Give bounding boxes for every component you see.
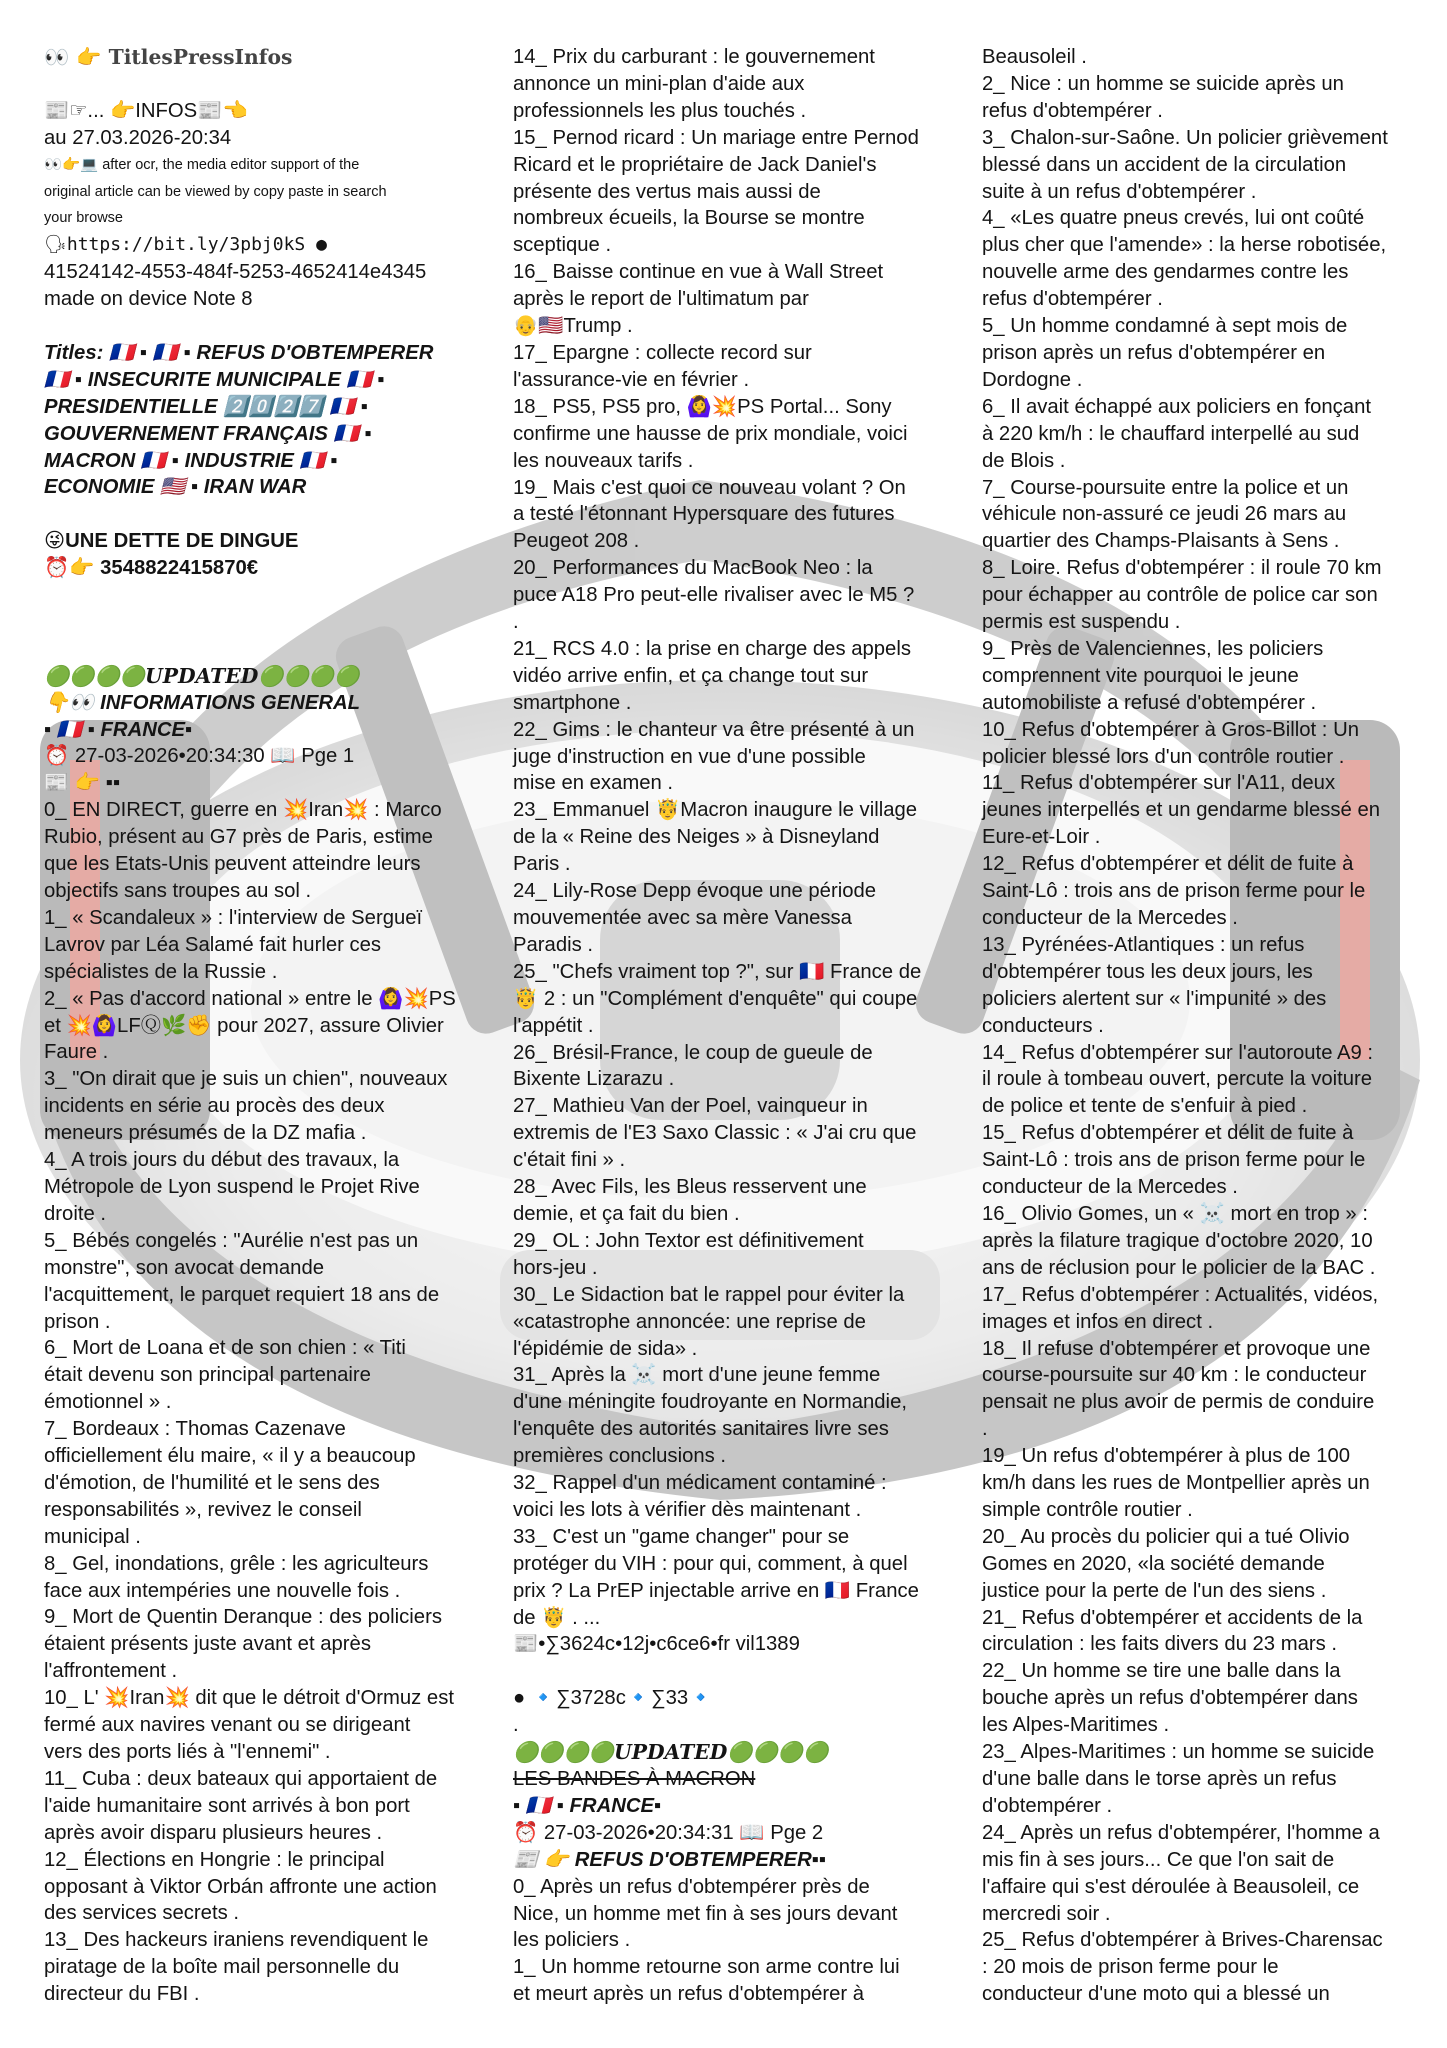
news-line: conducteurs . xyxy=(982,1014,1104,1037)
news-line: pensait ne plus avoir de permis de conduire xyxy=(982,1391,1375,1414)
news-line: responsabilités », revivez le conseil xyxy=(44,1498,362,1521)
titles-line-3: PRESIDENTIELLE 2️⃣0️⃣2️⃣7️⃣ 🇫🇷 ▪ xyxy=(44,395,368,418)
news-line: vers des ports liés à "l'ennemi" . xyxy=(44,1741,331,1763)
news-line: l'assurance-vie en février . xyxy=(513,368,750,391)
news-line: meneurs présumés de la DZ mafia . xyxy=(44,1122,367,1145)
titles-line-1: Titles: 🇫🇷 ▪ 🇫🇷 ▪ REFUS D'OBTEMPERER xyxy=(44,341,434,364)
news-line: mise en examen . xyxy=(513,772,674,795)
news-line: refus d'obtempérer . xyxy=(982,99,1163,122)
brand-title: 👀 👉 TitlesPressInfos xyxy=(44,45,293,69)
news-line: présente des vertus mais aussi de xyxy=(513,180,821,203)
news-line: les Alpes-Maritimes . xyxy=(982,1714,1170,1737)
news-line: 10_ L' 💥Iran💥 dit que le détroit d'Ormuz est xyxy=(44,1687,454,1710)
news-line: 24_ Lily-Rose Depp évoque une période xyxy=(513,880,877,903)
news-line: 20_ Performances du MacBook Neo : la xyxy=(513,557,873,580)
column-1 xyxy=(44,44,464,2008)
news-line: 14_ Refus d'obtempérer sur l'autoroute A9 : xyxy=(982,1041,1374,1064)
news-line: droite . xyxy=(44,1202,107,1225)
news-line: l'épidémie de sida» . xyxy=(513,1337,698,1360)
news-line: municipal . xyxy=(44,1525,141,1548)
news-line: 7_ Bordeaux : Thomas Cazenave xyxy=(44,1418,346,1441)
news-line: et 💥🙆‍♀️LFⓆ🌿✊ pour 2027, assure Olivier xyxy=(44,1014,444,1037)
news-line: a testé l'étonnant Hypersquare des futures xyxy=(513,503,895,526)
news-line: 8_ Loire. Refus d'obtempérer : il roule 70 km xyxy=(982,557,1382,580)
news-line: l'aide humanitaire sont arrivés à bon port xyxy=(44,1794,410,1817)
news-line: 25_ "Chefs vraiment top ?", sur 🇫🇷 France de xyxy=(513,960,922,983)
news-line: km/h dans les rues de Montpellier après un xyxy=(982,1472,1370,1495)
news-line: émotionnel » . xyxy=(44,1391,172,1414)
news-line: plus cher que l'amende» : la herse robotisée, xyxy=(982,234,1387,257)
ocr-note-3: your browse xyxy=(44,210,123,227)
news-line: 7_ Course-poursuite entre la police et un xyxy=(982,476,1349,499)
news-line: 12_ Élections en Hongrie : le principal xyxy=(44,1848,385,1871)
news-line: prix ? La PrEP injectable arrive en 🇫🇷 France xyxy=(513,1579,919,1602)
news-line: refus d'obtempérer . xyxy=(982,288,1163,311)
news-line: d'obtempérer tous les deux jours, les xyxy=(982,960,1313,983)
news-line: 0_ Après un refus d'obtempérer près de xyxy=(513,1875,870,1898)
section-title-refus: 📰 👉 REFUS D'OBTEMPERER▪▪ xyxy=(513,1848,827,1871)
news-line: 19_ Mais c'est quoi ce nouveau volant ? On xyxy=(513,476,906,499)
news-line: mouvementée avec sa mère Vanessa xyxy=(513,907,852,929)
news-line: 22_ Gims : le chanteur va être présenté à un xyxy=(513,718,915,741)
news-line: Peugeot 208 . xyxy=(513,530,640,553)
short-link[interactable]: 🗣https://bit.ly/3pbj0kS ● xyxy=(44,234,327,256)
news-line: 21_ RCS 4.0 : la prise en charge des appels xyxy=(513,637,911,660)
news-line: Gomes en 2020, «la société demande xyxy=(982,1552,1325,1575)
news-line: simple contrôle routier . xyxy=(982,1498,1193,1521)
news-line: blessé dans un accident de la circulation xyxy=(982,153,1347,176)
news-line: piratage de la boîte mail personnelle du xyxy=(44,1956,400,1979)
news-line: bouche après un refus d'obtempérer dans xyxy=(982,1687,1358,1710)
news-line: de police et tente de s'enfuir à pied . xyxy=(982,1095,1308,1118)
news-line: 18_ Il refuse d'obtempérer et provoque une xyxy=(982,1337,1371,1360)
news-line: . xyxy=(513,611,519,634)
device-text: made on device Note 8 xyxy=(44,288,253,311)
news-line: Dordogne . xyxy=(982,368,1083,391)
news-line: ans de réclusion pour le policier de la BAC . xyxy=(982,1256,1376,1279)
news-line: 0_ EN DIRECT, guerre en 💥Iran💥 : Marco xyxy=(44,799,442,822)
news-line: 17_ Epargne : collecte record sur xyxy=(513,341,812,364)
news-line: nombreux écueils, la Bourse se montre xyxy=(513,207,865,230)
news-line: smartphone . xyxy=(513,691,632,714)
news-line: après la filature tragique d'octobre 2020, 10 xyxy=(982,1229,1373,1252)
news-line: comprennent vite pourquoi le jeune xyxy=(982,664,1299,687)
news-line: 8_ Gel, inondations, grêle : les agriculteurs xyxy=(44,1552,429,1575)
news-line: conducteur de la Mercedes . xyxy=(982,907,1238,929)
news-line: c'était fini » . xyxy=(513,1149,626,1172)
news-line: opposant à Viktor Orbán affronte une action xyxy=(44,1875,437,1898)
news-line: 29_ OL : John Textor est définitivement xyxy=(513,1229,864,1252)
news-line: professionnels les plus touchés . xyxy=(513,99,807,122)
news-line: sceptique . xyxy=(513,234,612,257)
news-line: 25_ Refus d'obtempérer à Brives-Charensac xyxy=(982,1929,1383,1952)
report-date: au 27.03.2026-20:34 xyxy=(44,126,232,149)
news-line: Saint-Lô : trois ans de prison ferme pour le xyxy=(982,1149,1366,1172)
news-line: 31_ Après la ☠️ mort d'une jeune femme xyxy=(513,1364,881,1387)
news-line: 6_ Il avait échappé aux policiers en fonçant xyxy=(982,395,1371,418)
news-line: demie, et ça fait du bien . xyxy=(513,1202,740,1225)
news-line: quartier des Champs-Plaisants à Sens . xyxy=(982,530,1340,553)
news-line: des services secrets . xyxy=(44,1902,239,1925)
timestamp-page-2: ⏰ 27-03-2026•20:34:31 📖 Pge 2 xyxy=(513,1821,824,1844)
news-line: 22_ Un homme se tire une balle dans la xyxy=(982,1660,1341,1683)
news-line: vidéo arrive enfin, et ça change tout sur xyxy=(513,664,869,687)
news-line: 27_ Mathieu Van der Poel, vainqueur in xyxy=(513,1095,868,1118)
news-line: nouvelle arme des gendarmes contre les xyxy=(982,261,1349,284)
news-line: objectifs sans troupes au sol . xyxy=(44,880,312,902)
news-line: 3_ "On dirait que je suis un chien", nouveaux xyxy=(44,1068,448,1091)
news-line: officiellement élu maire, « il y a beaucoup xyxy=(44,1445,416,1468)
news-line: 1_ « Scandaleux » : l'interview de Sergueï xyxy=(44,906,423,929)
news-line: 18_ PS5, PS5 pro, 🙆‍♀️💥PS Portal... Sony xyxy=(513,395,892,418)
news-list-2a xyxy=(513,44,945,1658)
news-line: l'acquittement, le parquet requiert 18 ans de xyxy=(44,1283,440,1306)
news-line: mercredi soir . xyxy=(982,1902,1111,1925)
news-line: automobiliste a refusé d'obtempérer . xyxy=(982,691,1317,714)
dette-title: 😜UNE DETTE DE DINGUE xyxy=(44,530,299,553)
news-line: à 220 km/h : le chauffard interpellé au sud xyxy=(982,422,1360,445)
news-line: fermé aux navires venant ou se dirigeant xyxy=(44,1714,411,1737)
news-line: directeur du FBI . xyxy=(44,1983,200,2006)
news-line: «catastrophe annoncée: une reprise de xyxy=(513,1310,866,1333)
news-line: confirme une hausse de prix mondiale, voici xyxy=(513,422,908,445)
news-line: véhicule non-assuré ce jeudi 26 mars au xyxy=(982,503,1347,526)
news-line: après avoir disparu plusieurs heures . xyxy=(44,1821,383,1844)
news-line: 👴🇺🇸Trump . xyxy=(513,315,633,338)
news-line: pour échapper au contrôle de police car son xyxy=(982,584,1378,607)
news-line: de Blois . xyxy=(982,449,1066,472)
news-line: 4_ «Les quatre pneus crevés, lui ont coûté xyxy=(982,207,1365,230)
news-line: Lavrov par Léa Salamé fait hurler ces xyxy=(44,933,382,956)
news-line: 15_ Pernod ricard : Un mariage entre Pernod xyxy=(513,126,919,149)
news-line: 12_ Refus d'obtempérer et délit de fuite à xyxy=(982,853,1354,876)
news-line: : 20 mois de prison ferme pour le xyxy=(982,1956,1279,1979)
ocr-note-1: 👀👉💻 after ocr, the media editor support of the xyxy=(44,156,360,173)
news-line: puce A18 Pro peut-elle rivaliser avec le M5 ? xyxy=(513,584,915,607)
news-line: images et infos en direct . xyxy=(982,1310,1214,1333)
news-line: extremis de l'E3 Saxo Classic : « J'ai cru que xyxy=(513,1122,917,1145)
news-line: . xyxy=(982,1418,988,1441)
news-line: 28_ Avec Fils, les Bleus resservent une xyxy=(513,1176,867,1199)
news-line: 13_ Des hackeurs iraniens revendiquent le xyxy=(44,1929,429,1952)
news-line: Métropole de Lyon suspend le Projet Rive xyxy=(44,1175,420,1198)
news-line: Saint-Lô : trois ans de prison ferme pour le xyxy=(982,880,1366,903)
news-line: 23_ Alpes-Maritimes : un homme se suicide xyxy=(982,1741,1375,1764)
arrow-marker: 📰 👉 ▪▪ xyxy=(44,772,121,795)
dette-value: ⏰👉 3548822415870€ xyxy=(44,557,259,580)
news-line: 33_ C'est un "game changer" pour se xyxy=(513,1525,850,1548)
news-line: il roule à tombeau ouvert, percute la voiture xyxy=(982,1068,1373,1091)
news-line: 19_ Un refus d'obtempérer à plus de 100 xyxy=(982,1445,1351,1468)
ocr-note-2: original article can be viewed by copy paste in search xyxy=(44,183,387,200)
news-line: annonce un mini-plan d'aide aux xyxy=(513,72,805,95)
news-list-2b xyxy=(513,1874,945,2009)
news-line: permis est suspendu . xyxy=(982,611,1181,634)
news-line: 13_ Pyrénées-Atlantiques : un refus xyxy=(982,933,1305,956)
news-line: 15_ Refus d'obtempérer et délit de fuite à xyxy=(982,1122,1354,1145)
news-line: justice pour la perte de l'un des siens . xyxy=(982,1579,1327,1602)
news-line: voici les lots à vérifier dès maintenant . xyxy=(513,1498,862,1521)
updated-banner-1: 🟢🟢🟢🟢UPDATED🟢🟢🟢🟢 xyxy=(44,663,360,688)
news-line: l'affrontement . xyxy=(44,1660,178,1683)
news-line: policiers alertent sur « l'impunité » des xyxy=(982,987,1327,1010)
news-line: prison . xyxy=(44,1310,111,1333)
news-line: étaient présents juste avant et après xyxy=(44,1633,371,1656)
titles-line-5: MACRON 🇫🇷 ▪ INDUSTRIE 🇫🇷 ▪ xyxy=(44,449,338,472)
news-line: les nouveaux tarifs . xyxy=(513,449,694,472)
news-line: 16_ Olivio Gomes, un « ☠️ mort en trop » : xyxy=(982,1202,1368,1225)
timestamp-page-1: ⏰ 27-03-2026•20:34:30 📖 Pge 1 xyxy=(44,745,355,768)
news-line: d'une méningite foudroyante en Normandie, xyxy=(513,1391,907,1414)
news-line: 11_ Refus d'obtempérer sur l'A11, deux xyxy=(982,772,1336,795)
news-line: 32_ Rappel d'un médicament contaminé : xyxy=(513,1472,887,1495)
news-line: 2_ « Pas d'accord national » entre le 🙆‍♀️💥PS xyxy=(44,987,456,1010)
news-line: Ricard et le propriétaire de Jack Daniel's xyxy=(513,153,877,176)
news-line: protéger du VIH : pour qui, comment, à quel xyxy=(513,1552,908,1575)
country-label: ▪ 🇫🇷 ▪ FRANCE▪ xyxy=(513,1794,662,1817)
news-line: 1_ Un homme retourne son arme contre lui xyxy=(513,1956,900,1979)
news-line: et meurt après un refus d'obtempérer à xyxy=(513,1983,865,2006)
news-line: juge d'instruction en vue d'une possible xyxy=(513,745,866,768)
news-line: d'obtempérer . xyxy=(982,1794,1113,1817)
news-line: policier blessé lors d'un contrôle routier . xyxy=(982,745,1345,768)
uuid-text: 41524142-4553-484f-5253-4652414e4345 xyxy=(44,261,427,284)
news-line: prison après un refus d'obtempérer en xyxy=(982,341,1326,364)
updated-banner-2: 🟢🟢🟢🟢UPDATED🟢🟢🟢🟢 xyxy=(513,1740,829,1765)
news-line: 10_ Refus d'obtempérer à Gros-Billot : Un xyxy=(982,718,1359,741)
news-line: 4_ A trois jours du début des travaux, la xyxy=(44,1149,400,1172)
news-line: que les Etats-Unis peuvent atteindre leurs xyxy=(44,853,421,876)
news-line: de 🤴 . ... xyxy=(513,1606,601,1629)
titles-line-6: ECONOMIE 🇺🇸 ▪ IRAN WAR xyxy=(44,476,307,499)
news-line: 9_ Près de Valenciennes, les policiers xyxy=(982,637,1324,660)
news-line: d'une balle dans le torse après un refus xyxy=(982,1768,1337,1790)
news-line: suite à un refus d'obtempérer . xyxy=(982,180,1257,203)
news-line: course-poursuite sur 40 km : le conducteur xyxy=(982,1364,1367,1387)
news-line: 2_ Nice : un homme se suicide après un xyxy=(982,72,1344,95)
news-line: 5_ Un homme condamné à sept mois de xyxy=(982,315,1348,338)
column-2 xyxy=(513,44,945,2008)
news-line: était devenu son principal partenaire xyxy=(44,1364,371,1387)
section-title-informations: 👇👀 INFORMATIONS GENERAL xyxy=(44,691,361,714)
news-line: 24_ Après un refus d'obtempérer, l'homme a xyxy=(982,1821,1380,1844)
news-line: 26_ Brésil-France, le coup de gueule de xyxy=(513,1041,873,1064)
news-line: 9_ Mort de Quentin Deranque : des policiers xyxy=(44,1606,442,1629)
news-line: Eure-et-Loir . xyxy=(982,826,1101,849)
news-line: Bixente Lizarazu . xyxy=(513,1068,675,1091)
news-line: 17_ Refus d'obtempérer : Actualités, vidéos, xyxy=(982,1283,1379,1306)
news-line: conducteur de la Mercedes . xyxy=(982,1176,1238,1199)
news-line: 20_ Au procès du policier qui a tué Olivio xyxy=(982,1525,1350,1548)
news-line: conducteur d'une moto qui a blessé un xyxy=(982,1983,1330,2006)
news-list-3 xyxy=(982,44,1412,2008)
news-line: l'appétit . xyxy=(513,1014,594,1037)
country-label: ▪ 🇫🇷 ▪ FRANCE▪ xyxy=(44,718,193,741)
news-line: d'émotion, de l'humilité et le sens des xyxy=(44,1471,380,1494)
news-line: 11_ Cuba : deux bateaux qui apportaient de xyxy=(44,1767,438,1790)
news-line: spécialistes de la Russie . xyxy=(44,960,278,983)
news-line: monstre", son avocat demande xyxy=(44,1256,325,1279)
news-line: après le report de l'ultimatum par xyxy=(513,288,809,311)
news-line: l'affaire qui s'est déroulée à Beausoleil, ce xyxy=(982,1875,1360,1898)
news-list-1 xyxy=(44,797,464,2008)
news-line: les policiers . xyxy=(513,1929,631,1952)
infos-header: 📰☞... 👉INFOS📰👈 xyxy=(44,99,248,122)
news-line: jeunes interpellés et un gendarme blessé en xyxy=(982,799,1380,822)
news-line: 14_ Prix du carburant : le gouvernement xyxy=(513,46,875,68)
titles-line-2: 🇫🇷 ▪ INSECURITE MUNICIPALE 🇫🇷 ▪ xyxy=(44,368,385,391)
column-3 xyxy=(982,44,1412,2008)
news-line: Nice, un homme met fin à ses jours devant xyxy=(513,1902,898,1925)
news-line: 6_ Mort de Loana et de son chien : « Titi xyxy=(44,1337,406,1360)
news-line: premières conclusions . xyxy=(513,1445,727,1468)
titles-line-4: GOUVERNEMENT FRANÇAIS 🇫🇷 ▪ xyxy=(44,422,372,445)
news-line: circulation : les faits divers du 23 mars . xyxy=(982,1633,1338,1656)
news-line: Paradis . xyxy=(513,933,594,956)
news-line: l'enquête des autorités sanitaires livre ses xyxy=(513,1418,889,1441)
bandes-macron-title: LES BANDES À MACRON xyxy=(513,1767,756,1790)
news-line: Beausoleil . xyxy=(982,46,1087,68)
news-line: incidents en série au procès des deux xyxy=(44,1095,385,1118)
news-line: mis fin à ses jours... Ce que l'on sait de xyxy=(982,1848,1335,1871)
news-line: 23_ Emmanuel 🤴Macron inaugure le village xyxy=(513,799,918,822)
dot-line: . xyxy=(513,1714,519,1737)
news-line: 3_ Chalon-sur-Saône. Un policier grièvement xyxy=(982,126,1388,149)
news-line: hors-jeu . xyxy=(513,1256,598,1279)
news-line: 5_ Bébés congelés : "Aurélie n'est pas un xyxy=(44,1229,419,1252)
news-line: Rubio, présent au G7 près de Paris, estime xyxy=(44,826,433,849)
news-line: 30_ Le Sidaction bat le rappel pour éviter la xyxy=(513,1283,905,1306)
signature-line: ● 🔹∑3728c🔹∑33🔹 xyxy=(513,1687,714,1710)
news-line: 16_ Baisse continue en vue à Wall Street xyxy=(513,261,884,284)
news-footer-code: 📰•∑3624c•12j•c6ce6•fr vil1389 xyxy=(513,1633,800,1656)
news-line: Paris . xyxy=(513,853,571,876)
news-line: Faure . xyxy=(44,1041,109,1064)
news-line: 21_ Refus d'obtempérer et accidents de la xyxy=(982,1606,1363,1629)
news-line: face aux intempéries une nouvelle fois . xyxy=(44,1579,401,1602)
news-line: 🤴 2 : un "Complément d'enquête" qui coupe xyxy=(513,987,918,1010)
news-line: de la « Reine des Neiges » à Disneyland xyxy=(513,826,880,849)
